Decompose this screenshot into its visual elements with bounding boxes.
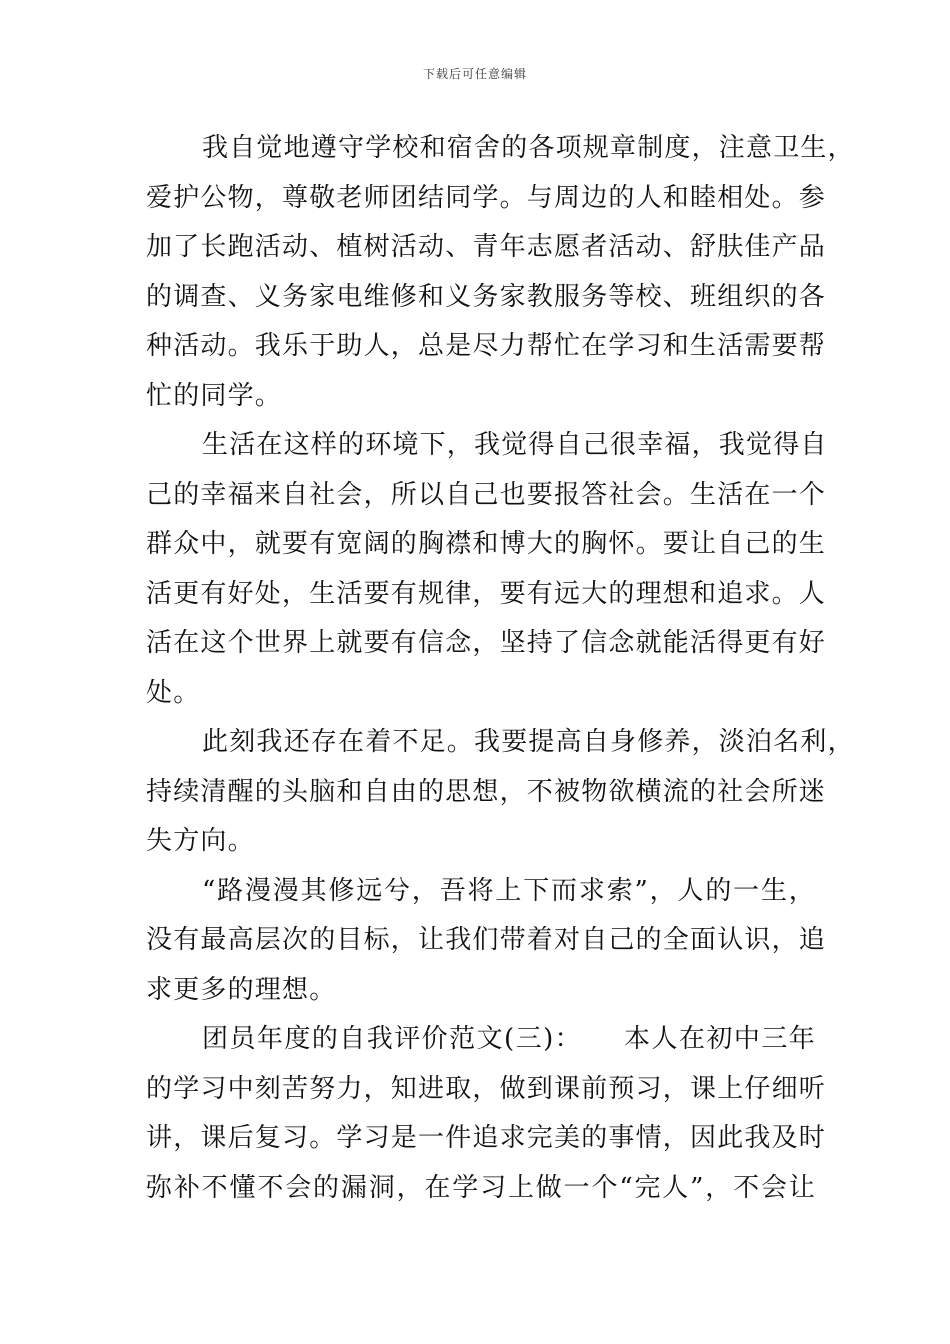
text-line: 忙的同学。: [146, 380, 283, 411]
text-line: 生活在这样的环境下，我觉得自己很幸福，我觉得自: [202, 430, 828, 460]
text-line: 求更多的理想。: [146, 974, 337, 1005]
text-line: 失方向。: [146, 826, 255, 856]
text-line: 种活动。我乐于助人，总是尽力帮忙在学习和生活需要帮: [146, 331, 827, 361]
text-line: 处。: [146, 677, 201, 708]
text-line: 活更有好处，生活要有规律，要有远大的理想和追求。人: [146, 578, 827, 609]
text-line: 的调查、义务家电维修和义务家教服务等校、班组织的各: [146, 281, 827, 312]
text-line: 的学习中刻苦努力，知进取，做到课前预习，课上仔细听: [146, 1073, 827, 1104]
text-line: 没有最高层次的目标，让我们带着对自己的全面认识，追: [146, 925, 827, 955]
page-header: 下载后可任意编辑: [422, 67, 527, 81]
text-line: 我自觉地遵守学校和宿舍的各项规章制度，注意卫生，: [202, 133, 855, 163]
text-line: 讲，课后复习。学习是一件追求完美的事情，因此我及时: [146, 1123, 827, 1153]
text-line: 弥补不懂不会的漏洞，在学习上做一个“完人”，不会让: [146, 1172, 816, 1203]
text-line: 团员年度的自我评价范文(三)： 本人在初中三年: [202, 1024, 816, 1054]
text-line: 己的幸福来自社会，所以自己也要报答社会。生活在一个: [146, 479, 827, 510]
text-line: 群众中，就要有宽阔的胸襟和博大的胸怀。要让自己的生: [146, 529, 827, 559]
text-line: 此刻我还存在着不足。我要提高自身修养，淡泊名利，: [202, 727, 855, 757]
text-line: 爱护公物，尊敬老师团结同学。与周边的人和睦相处。参: [146, 182, 827, 213]
text-line: 持续清醒的头脑和自由的思想，不被物欲横流的社会所迷: [146, 776, 827, 807]
text-line: 活在这个世界上就要有信念，坚持了信念就能活得更有好: [146, 628, 827, 658]
text-line: 加了长跑活动、植树活动、青年志愿者活动、舒肤佳产品: [146, 232, 827, 262]
document-body: [146, 124, 855, 1213]
text-line: “路漫漫其修远兮，吾将上下而求索”，人的一生，: [202, 875, 816, 906]
